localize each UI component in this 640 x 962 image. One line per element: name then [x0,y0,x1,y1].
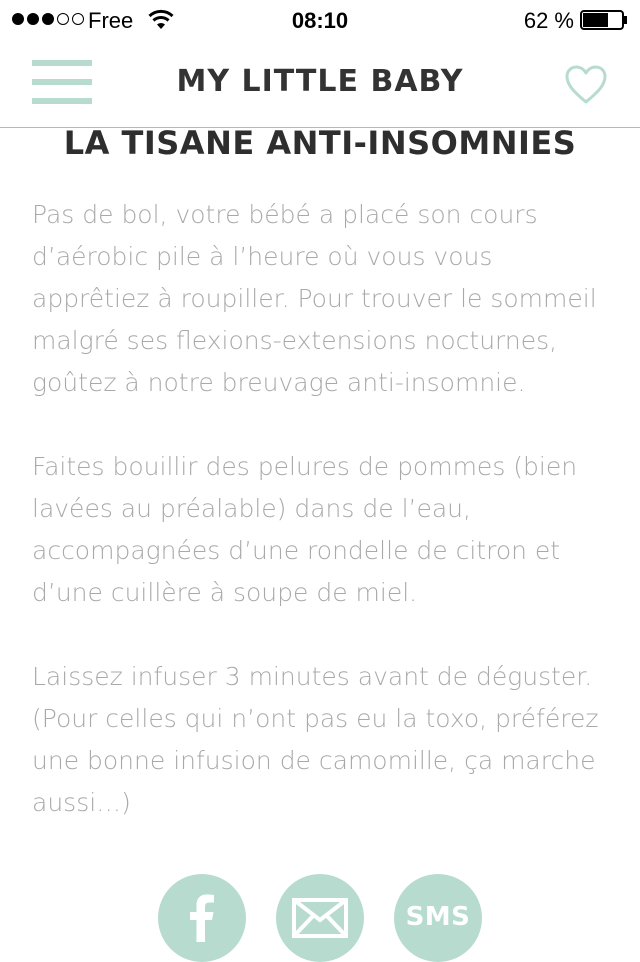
facebook-share-button[interactable] [158,874,246,962]
sms-label: SMS [405,902,471,932]
article-paragraph: Faites bouillir des pelures de pommes (bien lavées au préalable) dans de l’eau, accompagnées d’une rondelle de citron et d’une cuillère à soupe de miel. [32,452,578,607]
share-buttons [0,874,640,960]
status-bar [0,0,640,40]
article-paragraph: Laissez infuser 3 minutes avant de déguster. (Pour celles qui n’ont pas eu la toxo, préférez une bonne infusion de camomille, ça marche aussi…) [32,662,599,817]
article-paragraph: Pas de bol, votre bébé a placé son cours d’aérobic pile à l’heure où vous vous apprêtiez à roupiller. Pour trouver le sommeil malgré ses flexions-extensions nocturnes, goûtez à notre breuvage anti-insomnie. [32,200,597,397]
navigation-bar [0,40,640,128]
clock: 08:10 [291,8,349,33]
envelope-icon [276,874,364,962]
carrier-name: Free [88,8,134,33]
sms-share-button[interactable] [394,874,482,962]
article-body [32,194,612,866]
heart-icon[interactable] [564,64,608,106]
battery-icon [580,10,628,30]
email-share-button[interactable] [276,874,364,962]
article-title: LA TISANE ANTI-INSOMNIES [63,124,577,162]
facebook-icon [158,874,246,962]
battery-percentage: 62 % [523,8,574,33]
app-title: MY LITTLE BABY [176,64,464,99]
